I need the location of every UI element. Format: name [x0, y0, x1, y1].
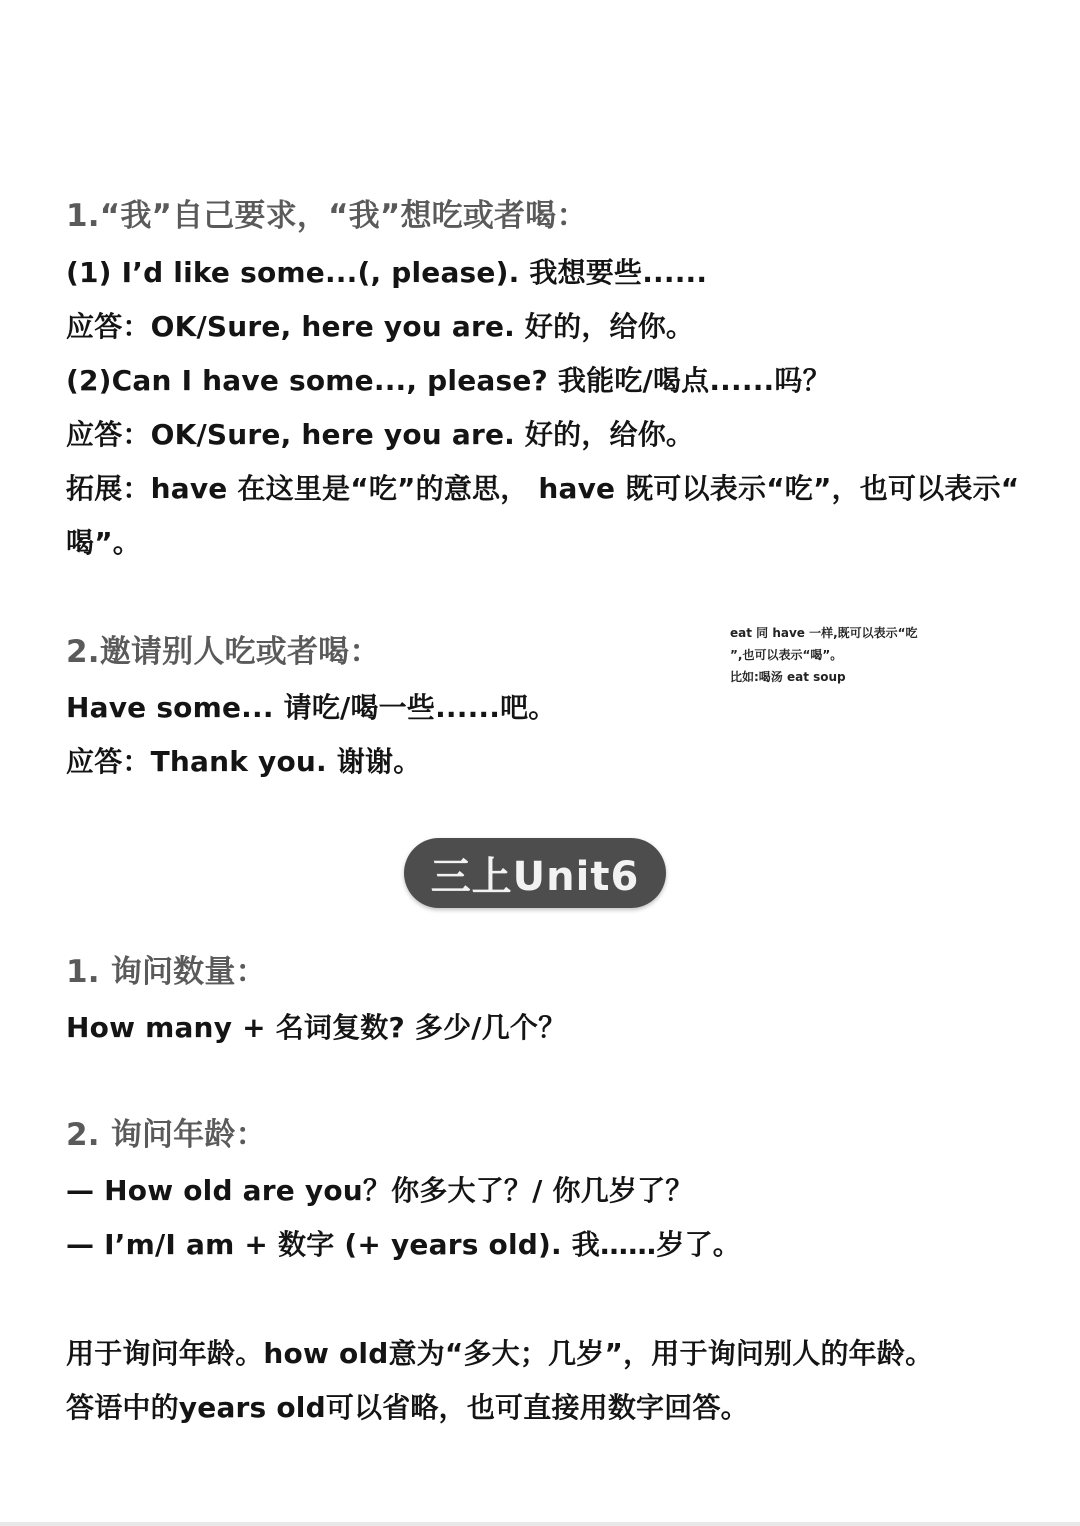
text-line: 应答：Thank you. 谢谢。 — [66, 745, 422, 778]
section-heading-invite: 2.邀请别人吃或者喝： — [66, 634, 381, 670]
explanation-line: 答语中的years old可以省略，也可直接用数字回答。 — [66, 1391, 749, 1424]
text-line: (1) I’d like some...(, please). 我想要些...... — [66, 256, 708, 289]
explanation-line: 用于询问年龄。how old意为“多大；几岁”，用于询问别人的年龄。 — [66, 1337, 934, 1370]
bottom-divider — [0, 1522, 1080, 1526]
side-note-line: eat 同 have 一样,既可以表示“吃 — [730, 626, 918, 640]
unit-badge — [404, 838, 666, 908]
text-line: 应答：OK/Sure, here you are. 好的，给你。 — [66, 418, 695, 451]
text-line: (2)Can I have some..., please? 我能吃/喝点......吗？ — [66, 364, 831, 397]
text-line: How many + 名词复数? 多少/几个？ — [66, 1011, 567, 1044]
text-line: 拓展：have 在这里是“吃”的意思， have 既可以表示“吃”，也可以表示“ — [66, 472, 1020, 505]
text-line: 喝”。 — [66, 526, 142, 559]
section-heading-self-request: 1.“我”自己要求，“我”想吃或者喝： — [66, 198, 588, 234]
section-heading-quantity: 1. 询问数量： — [66, 954, 267, 990]
text-line: 应答：OK/Sure, here you are. 好的，给你。 — [66, 310, 695, 343]
text-line: Have some... 请吃/喝一些......吧。 — [66, 691, 557, 724]
text-line: — How old are you？你多大了？/ 你几岁了？ — [66, 1174, 694, 1207]
text-line: — I’m/I am + 数字 (+ years old). 我……岁了。 — [66, 1228, 741, 1261]
section-heading-age: 2. 询问年龄： — [66, 1117, 267, 1153]
side-note-line: 比如:喝汤 eat soup — [730, 670, 846, 684]
unit-badge-label: 三上Unit6 — [430, 853, 640, 900]
side-note-line: ”,也可以表示“喝”。 — [730, 648, 843, 662]
